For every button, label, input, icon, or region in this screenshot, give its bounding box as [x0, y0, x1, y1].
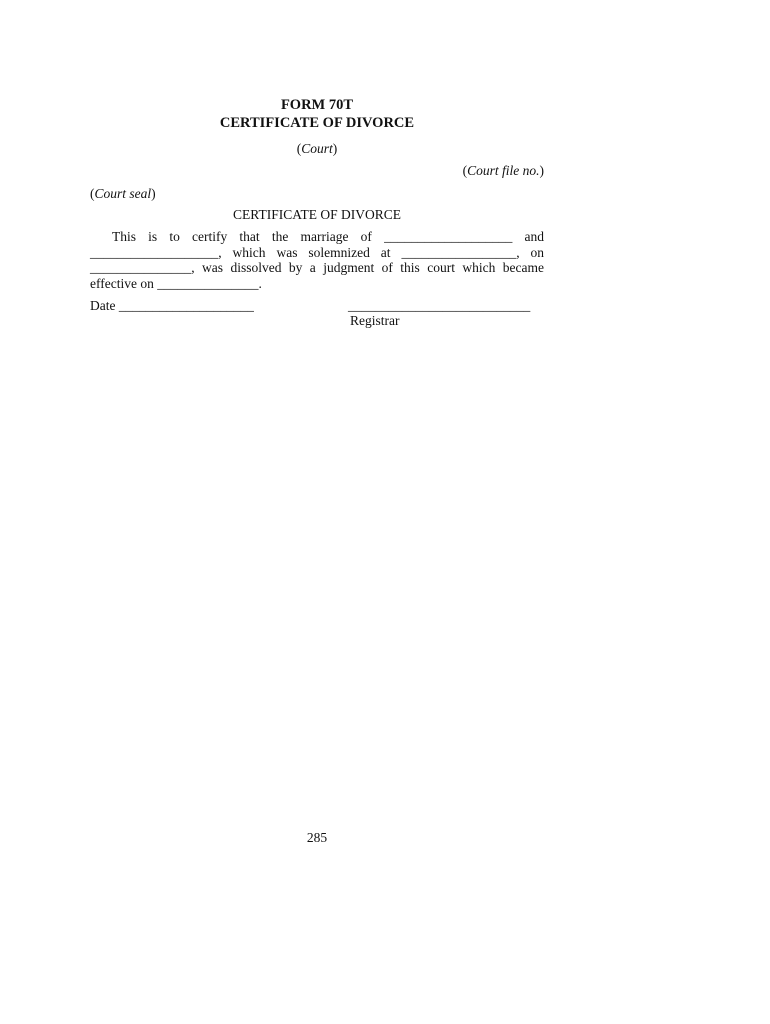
court-close-paren: ) — [332, 141, 338, 156]
form-title: CERTIFICATE OF DIVORCE — [219, 115, 415, 131]
court-seal-label: Court seal — [94, 186, 152, 201]
form-number: FORM 70T — [280, 97, 354, 113]
certificate-line-3: _______________, was dissolved by a judgment of this court which became — [90, 260, 544, 275]
court-label: Court — [301, 141, 333, 156]
certificate-line-2: ___________________, which was solemnized at _________________, on — [90, 244, 544, 260]
certificate-heading: CERTIFICATE OF DIVORCE — [233, 207, 401, 222]
registrar-signature-line: ___________________________ — [348, 298, 531, 313]
court-open-paren: ( — [296, 141, 302, 156]
court-file-open-paren: ( — [462, 163, 468, 178]
certificate-line-1: This is to certify that the marriage of ___________________ and — [112, 229, 544, 244]
certificate-line-4: effective on _______________. — [90, 275, 262, 291]
court-seal-placeholder — [90, 186, 156, 202]
court-seal-close-paren: ) — [151, 186, 156, 201]
certificate-body — [90, 229, 544, 291]
court-file-label: Court file no. — [467, 163, 540, 178]
court-seal-open-paren: ( — [90, 186, 95, 201]
page-number: 285 — [306, 830, 328, 845]
registrar-label: Registrar — [350, 313, 400, 328]
court-file-close-paren: ) — [539, 163, 544, 178]
date-field: Date ____________________ — [90, 298, 254, 313]
court-name-placeholder — [0, 141, 634, 157]
court-file-number-placeholder — [463, 163, 544, 179]
